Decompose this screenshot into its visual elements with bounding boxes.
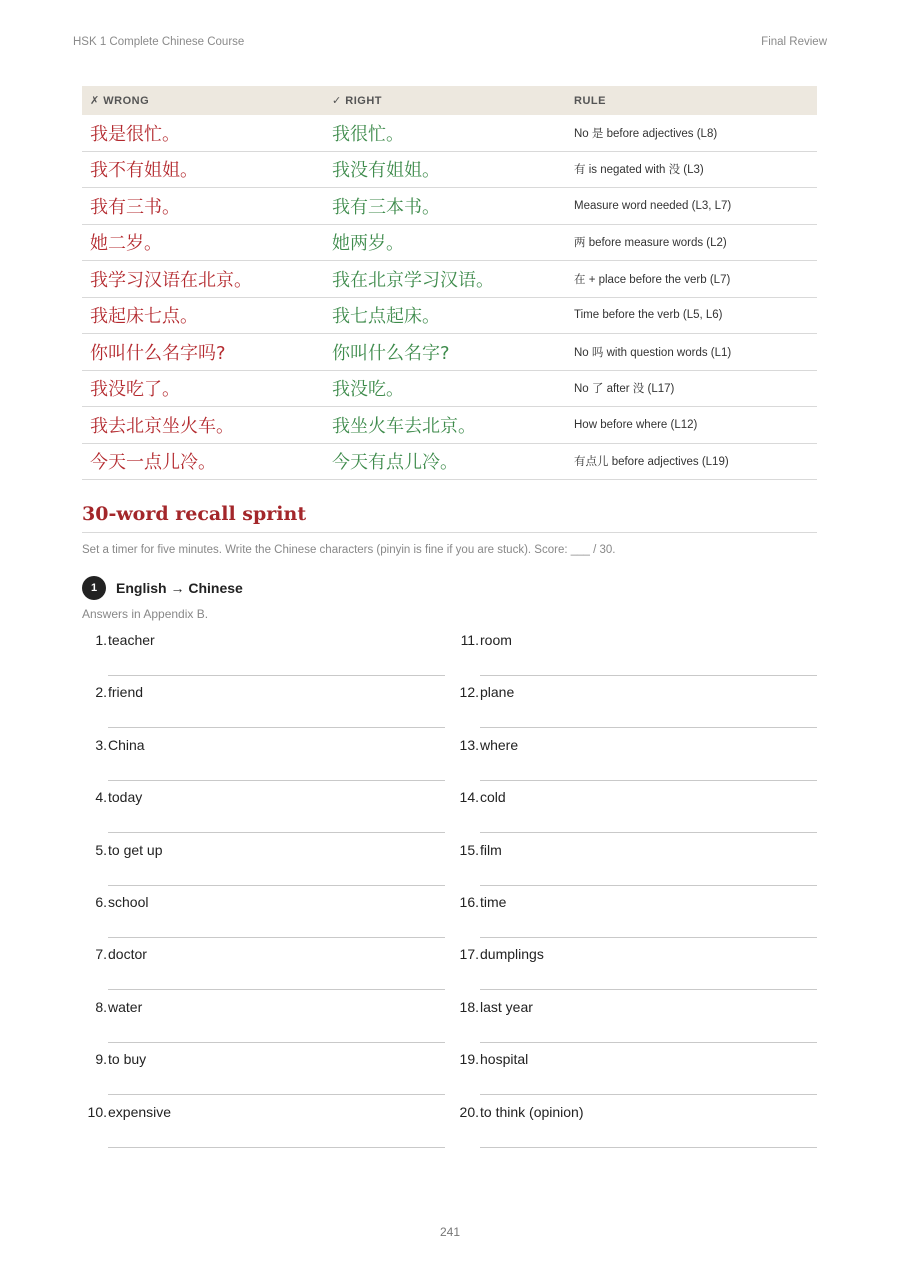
word-list-right — [455, 623, 817, 1147]
right-sentence: 我没吃。 — [324, 370, 566, 407]
table-header-row — [82, 86, 817, 115]
wrong-sentence: 我学习汉语在北京。 — [82, 261, 324, 298]
section-intro: Set a timer for five minutes. Write the Chinese characters (pinyin is fine if you are stuck). Score: ___ / 30. — [82, 544, 616, 556]
answer-line[interactable] — [480, 1147, 817, 1148]
list-item — [455, 1095, 817, 1147]
table-row — [82, 334, 817, 371]
header-rule: RULE — [566, 86, 817, 115]
list-item — [83, 937, 445, 989]
list-item — [83, 1095, 445, 1147]
table-row — [82, 261, 817, 298]
answers-note: Answers in Appendix B. — [82, 607, 209, 621]
item-word: film — [480, 841, 502, 858]
list-item — [455, 937, 817, 989]
item-word: plane — [480, 684, 515, 701]
item-word: to buy — [108, 1051, 147, 1068]
item-number: 19. — [459, 1051, 479, 1068]
wrong-sentence: 我去北京坐火车。 — [82, 407, 324, 444]
item-word: last year — [480, 998, 533, 1015]
exercise-heading — [82, 576, 243, 600]
item-word: expensive — [108, 1103, 172, 1120]
list-item — [455, 1042, 817, 1094]
item-word: friend — [108, 684, 144, 701]
item-number: 1. — [95, 632, 107, 648]
item-word: dumplings — [480, 946, 544, 963]
item-word: today — [108, 789, 143, 806]
item-word: hospital — [480, 1051, 529, 1068]
right-sentence: 我很忙。 — [324, 115, 566, 151]
item-word: China — [108, 736, 145, 753]
rule-text: 有 is negated with 没 (L3) — [566, 151, 817, 188]
rule-text: 有点儿 before adjectives (L19) — [566, 443, 817, 480]
rule-text: 两 before measure words (L2) — [566, 224, 817, 261]
item-word: doctor — [108, 946, 147, 963]
rule-text: How before where (L12) — [566, 407, 817, 444]
list-item — [83, 780, 445, 832]
answer-line[interactable] — [108, 1147, 445, 1148]
common-errors-table — [82, 86, 817, 480]
wrong-sentence: 她二岁。 — [82, 224, 324, 261]
list-item — [83, 728, 445, 780]
wrong-sentence: 我没吃了。 — [82, 370, 324, 407]
item-number: 11. — [460, 632, 479, 648]
table-row — [82, 188, 817, 225]
item-number: 14. — [459, 789, 479, 806]
table-row — [82, 370, 817, 407]
item-word: time — [480, 893, 507, 910]
item-number: 3. — [95, 736, 107, 753]
item-number: 10. — [87, 1103, 107, 1120]
right-sentence: 我有三本书。 — [324, 188, 566, 225]
list-item — [83, 885, 445, 937]
item-word: cold — [480, 789, 506, 806]
list-item — [455, 623, 817, 675]
wrong-sentence: 我有三书。 — [82, 188, 324, 225]
header-right: ✓ RIGHT — [324, 86, 566, 115]
right-sentence: 我没有姐姐。 — [324, 151, 566, 188]
list-item — [83, 623, 445, 675]
wrong-sentence: 我不有姐姐。 — [82, 151, 324, 188]
wrong-sentence: 你叫什么名字吗? — [82, 334, 324, 371]
table-row — [82, 224, 817, 261]
table-row — [82, 151, 817, 188]
rule-text: 在 + place before the verb (L7) — [566, 261, 817, 298]
list-item — [83, 1042, 445, 1094]
section-title: 30-word recall sprint — [82, 503, 817, 533]
rule-text: No 是 before adjectives (L8) — [566, 115, 817, 151]
item-number: 13. — [459, 736, 479, 753]
table-row — [82, 297, 817, 334]
table-body — [82, 115, 817, 480]
item-word: teacher — [108, 632, 155, 648]
table-row — [82, 115, 817, 151]
list-item — [83, 990, 445, 1042]
right-sentence: 我坐火车去北京。 — [324, 407, 566, 444]
wrong-sentence: 我起床七点。 — [82, 297, 324, 334]
list-item — [455, 885, 817, 937]
item-number: 9. — [95, 1051, 107, 1068]
item-number: 12. — [459, 684, 479, 701]
table-row — [82, 443, 817, 480]
right-sentence: 你叫什么名字? — [324, 334, 566, 371]
wrong-sentence: 今天一点儿冷。 — [82, 443, 324, 480]
item-word: to think (opinion) — [480, 1103, 584, 1120]
wrong-sentence: 我是很忙。 — [82, 115, 324, 151]
rule-text: No 了 after 没 (L17) — [566, 370, 817, 407]
rule-text: No 吗 with question words (L1) — [566, 334, 817, 371]
book-title: HSK 1 Complete Chinese Course — [73, 36, 245, 48]
item-number: 8. — [95, 998, 107, 1015]
list-item — [455, 728, 817, 780]
table-row — [82, 407, 817, 444]
exercise-number-badge: 1 — [82, 576, 106, 600]
item-word: water — [108, 998, 143, 1015]
item-word: to get up — [108, 841, 163, 858]
item-number: 20. — [459, 1103, 479, 1120]
right-sentence: 今天有点儿冷。 — [324, 443, 566, 480]
right-sentence: 我七点起床。 — [324, 297, 566, 334]
item-number: 7. — [95, 946, 107, 963]
item-word: room — [480, 632, 512, 648]
item-number: 17. — [459, 946, 479, 963]
list-item — [83, 833, 445, 885]
item-number: 15. — [459, 841, 479, 858]
chapter-title: Final Review — [761, 36, 827, 48]
exercise-title: English → Chinese — [116, 580, 243, 596]
item-number: 4. — [95, 789, 107, 806]
item-word: where — [480, 736, 519, 753]
item-number: 5. — [95, 841, 107, 858]
item-number: 18. — [459, 998, 479, 1015]
list-item — [83, 675, 445, 727]
item-number: 16. — [459, 893, 479, 910]
right-sentence: 我在北京学习汉语。 — [324, 261, 566, 298]
running-header — [73, 36, 827, 48]
list-item — [455, 675, 817, 727]
rule-text: Measure word needed (L3, L7) — [566, 188, 817, 225]
word-list-left — [83, 623, 445, 1147]
page-number: 241 — [439, 1225, 461, 1239]
rule-text: Time before the verb (L5, L6) — [566, 297, 817, 334]
item-number: 6. — [95, 893, 107, 910]
list-item — [455, 990, 817, 1042]
list-item — [455, 780, 817, 832]
right-sentence: 她两岁。 — [324, 224, 566, 261]
item-word: school — [108, 893, 149, 910]
item-number: 2. — [95, 684, 107, 701]
header-wrong: ✗ WRONG — [82, 86, 324, 115]
list-item — [455, 833, 817, 885]
